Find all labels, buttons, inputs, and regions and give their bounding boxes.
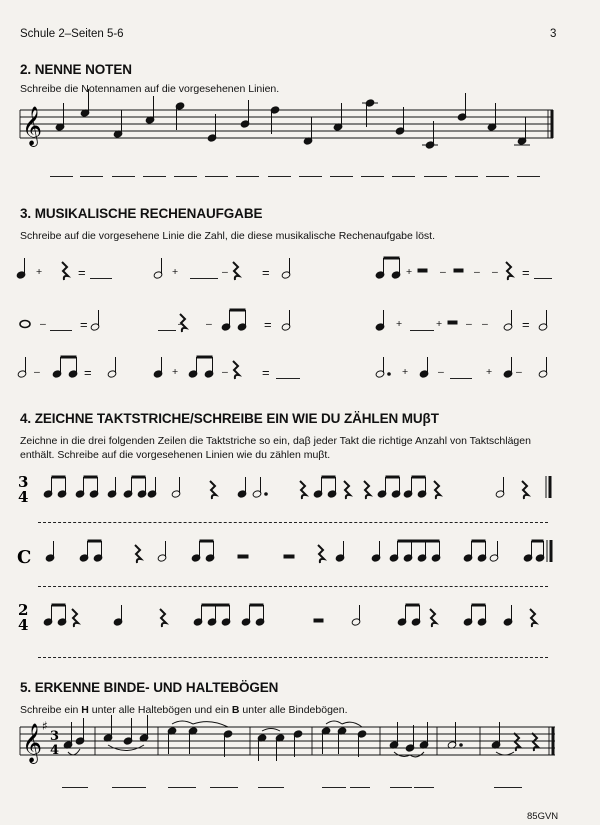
quarter-rest-icon xyxy=(233,262,239,280)
eighth-pair-icon xyxy=(188,357,214,378)
answer-blank[interactable] xyxy=(90,278,112,279)
answer-blank[interactable] xyxy=(410,330,434,331)
header-title: Schule 2–Seiten 5-6 xyxy=(20,28,124,40)
answer-blank[interactable] xyxy=(112,176,135,177)
eighth-quad-icon xyxy=(389,541,441,562)
half-note-icon xyxy=(281,310,291,331)
count-line[interactable] xyxy=(38,522,548,523)
note xyxy=(457,93,467,121)
minus-sign: – xyxy=(178,318,184,330)
equals-sign: = xyxy=(84,365,92,380)
page-number: 3 xyxy=(550,28,557,40)
answer-blank[interactable] xyxy=(494,787,522,788)
equals-sign: = xyxy=(264,317,272,332)
answer-blank[interactable] xyxy=(414,787,434,788)
equals-sign: = xyxy=(522,317,530,332)
quarter-rest-icon xyxy=(300,481,306,499)
answer-blank[interactable] xyxy=(158,330,176,331)
section4-title: 4. ZEICHNE TAKTSTRICHE/SCHREIBE EIN WIE DU ZÄHLEN MUβT xyxy=(20,411,439,426)
half-note-icon xyxy=(538,310,548,331)
minus-sign: – xyxy=(482,318,488,330)
section5-instruction: Schreibe ein H unter alle Haltebögen und ein B unter alle Bindebögen. xyxy=(20,704,348,716)
section3-title: 3. MUSIKALISCHE RECHENAUFGABE xyxy=(20,206,263,221)
answer-blank[interactable] xyxy=(205,176,228,177)
eighth-pair-icon xyxy=(403,477,427,498)
answer-blank[interactable] xyxy=(330,176,353,177)
eighth-pair-icon xyxy=(43,605,67,626)
note xyxy=(175,102,185,130)
plus-sign: + xyxy=(172,366,179,378)
quarter-rest-icon xyxy=(344,481,350,499)
time-sig-bottom: 4 xyxy=(18,488,29,506)
answer-blank[interactable] xyxy=(258,787,284,788)
equals-sign: = xyxy=(262,365,270,380)
quarter-note-icon xyxy=(107,477,117,498)
math-row-3 xyxy=(17,357,548,379)
eighth-pair-icon xyxy=(523,541,545,562)
quarter-note-icon xyxy=(113,605,123,626)
section2-instruction: Schreibe die Notennamen auf die vorgesehenen Linien. xyxy=(20,83,280,95)
section5-title: 5. ERKENNE BINDE- UND HALTEBÖGEN xyxy=(20,680,279,695)
eighth-pair-icon xyxy=(377,477,401,498)
minus-sign: – xyxy=(438,366,444,378)
half-note-icon xyxy=(489,541,499,562)
half-note-icon xyxy=(538,357,548,378)
note xyxy=(270,106,280,134)
quarter-rest-icon xyxy=(62,262,68,280)
plus-sign: + xyxy=(406,266,413,278)
quarter-rest-icon xyxy=(135,545,141,563)
plus-sign: + xyxy=(36,266,43,278)
quarter-rest-icon xyxy=(160,609,166,627)
answer-blank[interactable] xyxy=(299,176,322,177)
slurs-ties xyxy=(68,721,514,757)
dotted-half-note-icon xyxy=(375,357,390,378)
time-sig-top: 3 xyxy=(50,729,60,744)
quarter-note-icon xyxy=(419,357,429,378)
minus-sign: – xyxy=(206,318,212,330)
half-note-icon xyxy=(495,477,505,498)
half-note-icon xyxy=(503,310,513,331)
eighth-pair-icon xyxy=(191,541,215,562)
rhythm-row-2 xyxy=(45,540,551,563)
minus-sign: – xyxy=(222,266,228,278)
half-rest-icon xyxy=(284,555,294,558)
answer-blank[interactable] xyxy=(424,176,447,177)
half-note-icon xyxy=(17,357,27,378)
notes-section5 xyxy=(63,715,538,761)
section2-title: 2. NENNE NOTEN xyxy=(20,62,132,77)
answer-blank[interactable] xyxy=(517,176,540,177)
rhythm-row-1 xyxy=(43,476,550,499)
quarter-rest-icon xyxy=(522,481,528,499)
half-note-icon xyxy=(157,541,167,562)
answer-blank[interactable] xyxy=(390,787,412,788)
answer-blank[interactable] xyxy=(80,176,103,177)
half-note-icon xyxy=(153,258,163,279)
time-sig-top: 2 xyxy=(18,601,29,619)
half-rest-icon xyxy=(448,321,457,324)
answer-blank[interactable] xyxy=(486,176,509,177)
minus-sign: – xyxy=(40,318,46,330)
eighth-pair-icon xyxy=(397,605,421,626)
key-sharp-icon: ♯ xyxy=(42,719,48,733)
eighth-pair-icon xyxy=(463,541,487,562)
eighth-quad-icon xyxy=(193,605,231,626)
section4-instruction-line1: Zeichne in die drei folgenden Zeilen die Taktstriche so ein, daβ jeder Takt die richtige Anzahl von Taktschlägen xyxy=(20,435,531,447)
minus-sign: – xyxy=(222,366,228,378)
footer-code: 85GVN xyxy=(527,811,559,822)
answer-blank[interactable] xyxy=(143,176,166,177)
equals-sign: = xyxy=(80,317,88,332)
answer-blank[interactable] xyxy=(50,176,73,177)
note xyxy=(207,114,217,142)
time-sig-top: 3 xyxy=(18,473,29,491)
section4-instruction-line2: enthält. Schreibe auf die vorgesehenen Linien wie du zählen muβt. xyxy=(20,449,331,461)
half-note-icon xyxy=(90,310,100,331)
eighth-pair-icon xyxy=(75,477,99,498)
answer-blank[interactable] xyxy=(268,176,291,177)
quarter-rest-icon xyxy=(318,545,324,563)
treble-clef-icon: 𝄞 xyxy=(22,723,43,763)
staff-section2 xyxy=(20,110,553,138)
half-rest-icon xyxy=(418,269,427,272)
eighth-pair-icon xyxy=(52,357,78,378)
half-note-icon xyxy=(351,605,361,626)
eighth-pair-icon xyxy=(241,605,265,626)
equals-sign: = xyxy=(262,265,270,280)
answer-blank[interactable] xyxy=(50,330,72,331)
answer-blank[interactable] xyxy=(190,278,218,279)
quarter-rest-icon xyxy=(506,262,512,280)
answer-blank[interactable] xyxy=(174,176,197,177)
quarter-note-icon xyxy=(375,310,385,331)
answer-blank[interactable] xyxy=(112,787,146,788)
answer-blank[interactable] xyxy=(62,787,88,788)
eighth-pair-icon xyxy=(79,541,103,562)
answer-blank[interactable] xyxy=(534,278,552,279)
quarter-rest-icon xyxy=(210,481,216,499)
section3-instruction: Schreibe auf die vorgesehene Linie die Zahl, die diese musikalische Rechenaufgabe löst. xyxy=(20,230,436,242)
quarter-note-icon xyxy=(335,541,345,562)
answer-blank[interactable] xyxy=(450,378,472,379)
note xyxy=(80,89,90,117)
time-sig-bottom: 4 xyxy=(18,616,29,634)
eighth-pair-icon xyxy=(123,477,147,498)
answer-blank[interactable] xyxy=(361,176,384,177)
plus-sign: + xyxy=(402,366,409,378)
note xyxy=(240,100,250,128)
quarter-note-icon xyxy=(153,357,163,378)
time-sig-bottom: 4 xyxy=(50,743,60,758)
quarter-note-icon xyxy=(16,258,26,279)
quarter-rest-icon xyxy=(72,609,78,627)
note xyxy=(422,121,438,149)
half-rest-icon xyxy=(238,555,248,558)
quarter-rest-icon xyxy=(430,609,436,627)
half-note-icon xyxy=(281,258,291,279)
count-line[interactable] xyxy=(38,657,548,658)
quarter-note-icon xyxy=(147,477,157,498)
half-note-icon xyxy=(107,357,117,378)
plus-sign: + xyxy=(436,318,443,330)
quarter-note-icon xyxy=(237,477,247,498)
answer-blank[interactable] xyxy=(322,787,346,788)
dotted-half-note-icon xyxy=(252,477,267,498)
minus-sign: – xyxy=(516,366,522,378)
count-line[interactable] xyxy=(38,586,548,587)
eighth-pair-icon xyxy=(43,477,67,498)
half-rest-icon xyxy=(454,269,463,272)
minus-sign: – xyxy=(440,266,446,278)
treble-clef-icon: 𝄞 xyxy=(22,106,43,146)
quarter-note-icon xyxy=(45,541,55,562)
quarter-note-icon xyxy=(503,605,513,626)
quarter-note-icon xyxy=(503,357,513,378)
note xyxy=(362,99,378,127)
quarter-rest-icon xyxy=(530,609,536,627)
quarter-rest-icon xyxy=(233,361,239,379)
equals-sign: = xyxy=(78,265,86,280)
notes-section2 xyxy=(55,89,530,149)
note xyxy=(395,107,405,135)
common-time-icon: C xyxy=(17,547,32,568)
answer-blank[interactable] xyxy=(350,787,370,788)
answer-blank[interactable] xyxy=(455,176,478,177)
quarter-rest-icon xyxy=(364,481,370,499)
half-note-icon xyxy=(171,477,181,498)
minus-sign: – xyxy=(34,366,40,378)
answer-blank[interactable] xyxy=(276,378,300,379)
answer-blank[interactable] xyxy=(236,176,259,177)
answer-blank[interactable] xyxy=(210,787,238,788)
eighth-pair-icon xyxy=(463,605,487,626)
eighth-pair-icon xyxy=(313,477,337,498)
plus-sign: + xyxy=(396,318,403,330)
minus-sign: – xyxy=(474,266,480,278)
plus-sign: + xyxy=(486,366,493,378)
plus-sign: + xyxy=(172,266,179,278)
staff-section5 xyxy=(20,727,555,755)
eighth-pair-icon xyxy=(221,310,247,331)
answer-blank[interactable] xyxy=(168,787,196,788)
minus-sign: – xyxy=(492,266,498,278)
eighth-pair-icon xyxy=(375,258,401,279)
quarter-rest-icon xyxy=(434,481,440,499)
half-rest-icon xyxy=(314,619,323,622)
answer-blank[interactable] xyxy=(392,176,415,177)
whole-note-icon xyxy=(20,321,30,328)
equals-sign: = xyxy=(522,265,530,280)
quarter-note-icon xyxy=(371,541,381,562)
minus-sign: – xyxy=(466,318,472,330)
rhythm-row-3 xyxy=(43,605,536,627)
